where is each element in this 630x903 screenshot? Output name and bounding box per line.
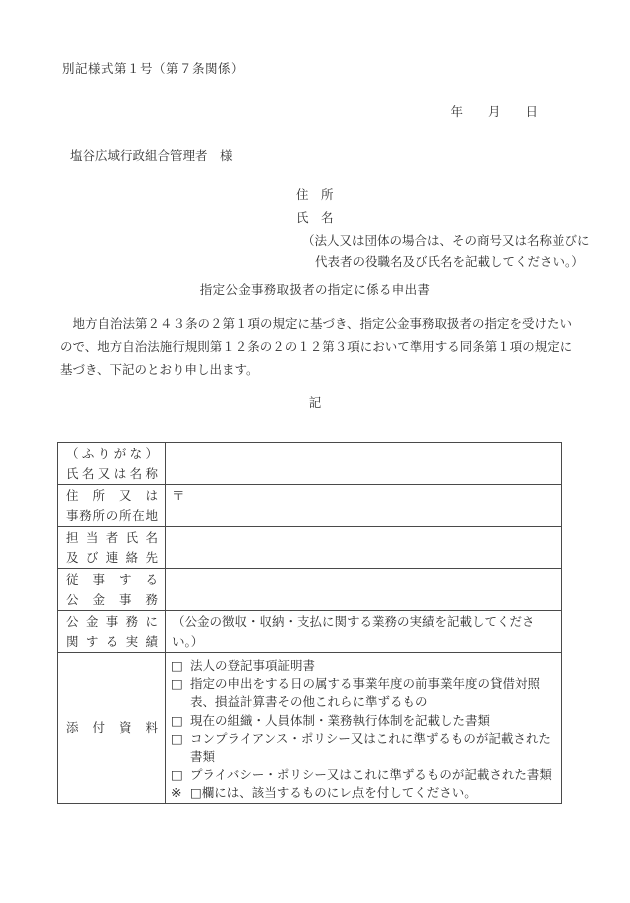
row-label-line: 住所又は [66,488,158,503]
ki-heading: 記 [308,395,322,410]
row-label-line: 事務所の所在地 [66,508,158,523]
row-label-line: 公金事務に [66,614,158,629]
name-label: 氏 名 [296,210,334,225]
body-line: 地方自治法第２４３条の２第１項の規定に基づき、指定公金事務取扱者の指定を受けたい [60,316,573,331]
body-paragraph [60,312,575,381]
addressee: 塩谷広域行政組合管理者 様 [70,148,233,163]
row-label [58,569,166,611]
row-label-line: 従事する [66,572,158,587]
attachment-item-text: 指定の申出をする日の属する事業年度の前事業年度の貸借対照 表、損益計算書その他これらに準ずるもの [190,676,541,710]
attachment-item-text: プライバシー・ポリシー又はこれに準ずるものが記載された書類 [190,767,552,783]
attachment-item-text: コンプライアンス・ポリシー又はこれに準ずるものが記載された 書類 [190,730,551,765]
table-row [58,443,562,485]
applicant-note-line: （法人又は団体の場合は、その商号又は名称並びに [302,233,590,248]
checkbox-icon[interactable]: □ [171,767,183,783]
row-label [58,485,166,527]
attachments-row [58,653,562,804]
table-row [58,527,562,569]
attachments-label-text: 添付資料 [66,720,158,736]
row-value-cell[interactable] [166,443,562,485]
checkbox-icon[interactable]: □ [171,712,183,728]
row-label-line: 担当者氏名 [66,530,158,545]
row-label-line: 氏名又は名称 [66,466,158,481]
date-line: 年 月 日 [450,104,538,119]
note-marker: ※ [171,785,182,801]
address-label: 住 所 [296,187,334,202]
row-value-cell[interactable] [166,527,562,569]
attachment-item [171,657,557,675]
checkbox-icon[interactable]: □ [171,658,183,673]
attachments-note [171,784,557,802]
row-label [58,527,166,569]
table-row [58,611,562,653]
body-line: ので、地方自治法施行規則第１２条の２の１２第３項において準用する同条第１項の規定に [60,339,573,354]
attachment-item-text: 法人の登記事項証明書 [190,658,316,673]
checkbox-icon[interactable]: □ [171,730,183,746]
row-label-line: 及び連絡先 [66,550,158,565]
row-label-line: （ふりがな） [66,446,158,461]
attachment-item [171,766,557,784]
body-line: 基づき、下記のとおり申し出ます。 [60,362,259,377]
attachments-cell [166,653,562,804]
applicant-note [296,230,590,272]
row-label [58,611,166,653]
checkbox-icon[interactable]: □ [171,676,183,692]
row-value-cell[interactable] [166,569,562,611]
row-label-line: 関する実績 [66,634,158,649]
row-label [58,443,166,485]
table-row [58,485,562,527]
attachment-item [171,675,557,711]
row-label-line: 公金事務 [66,592,158,607]
row-value-cell[interactable]: 〒 [166,485,562,527]
application-table [57,442,562,804]
row-value-cell[interactable]: （公金の徴収・収納・支払に関する業務の実績を記載してください。） [166,611,562,653]
attachments-label [58,653,166,804]
attachments-note-text: □欄には、該当するものにレ点を付してください。 [190,785,477,801]
document-title: 指定公金事務取扱者の指定に係る申出書 [199,282,431,297]
applicant-block [296,183,590,272]
form-number: 別記様式第１号（第７条関係） [62,61,245,76]
table-row [58,569,562,611]
attachment-item [171,712,557,730]
attachment-item [171,730,557,766]
attachment-item-text: 現在の組織・人員体制・業務執行体制を記載した書類 [190,712,491,728]
applicant-note-line: 代表者の役職名及び氏名を記載してください。） [315,254,584,269]
